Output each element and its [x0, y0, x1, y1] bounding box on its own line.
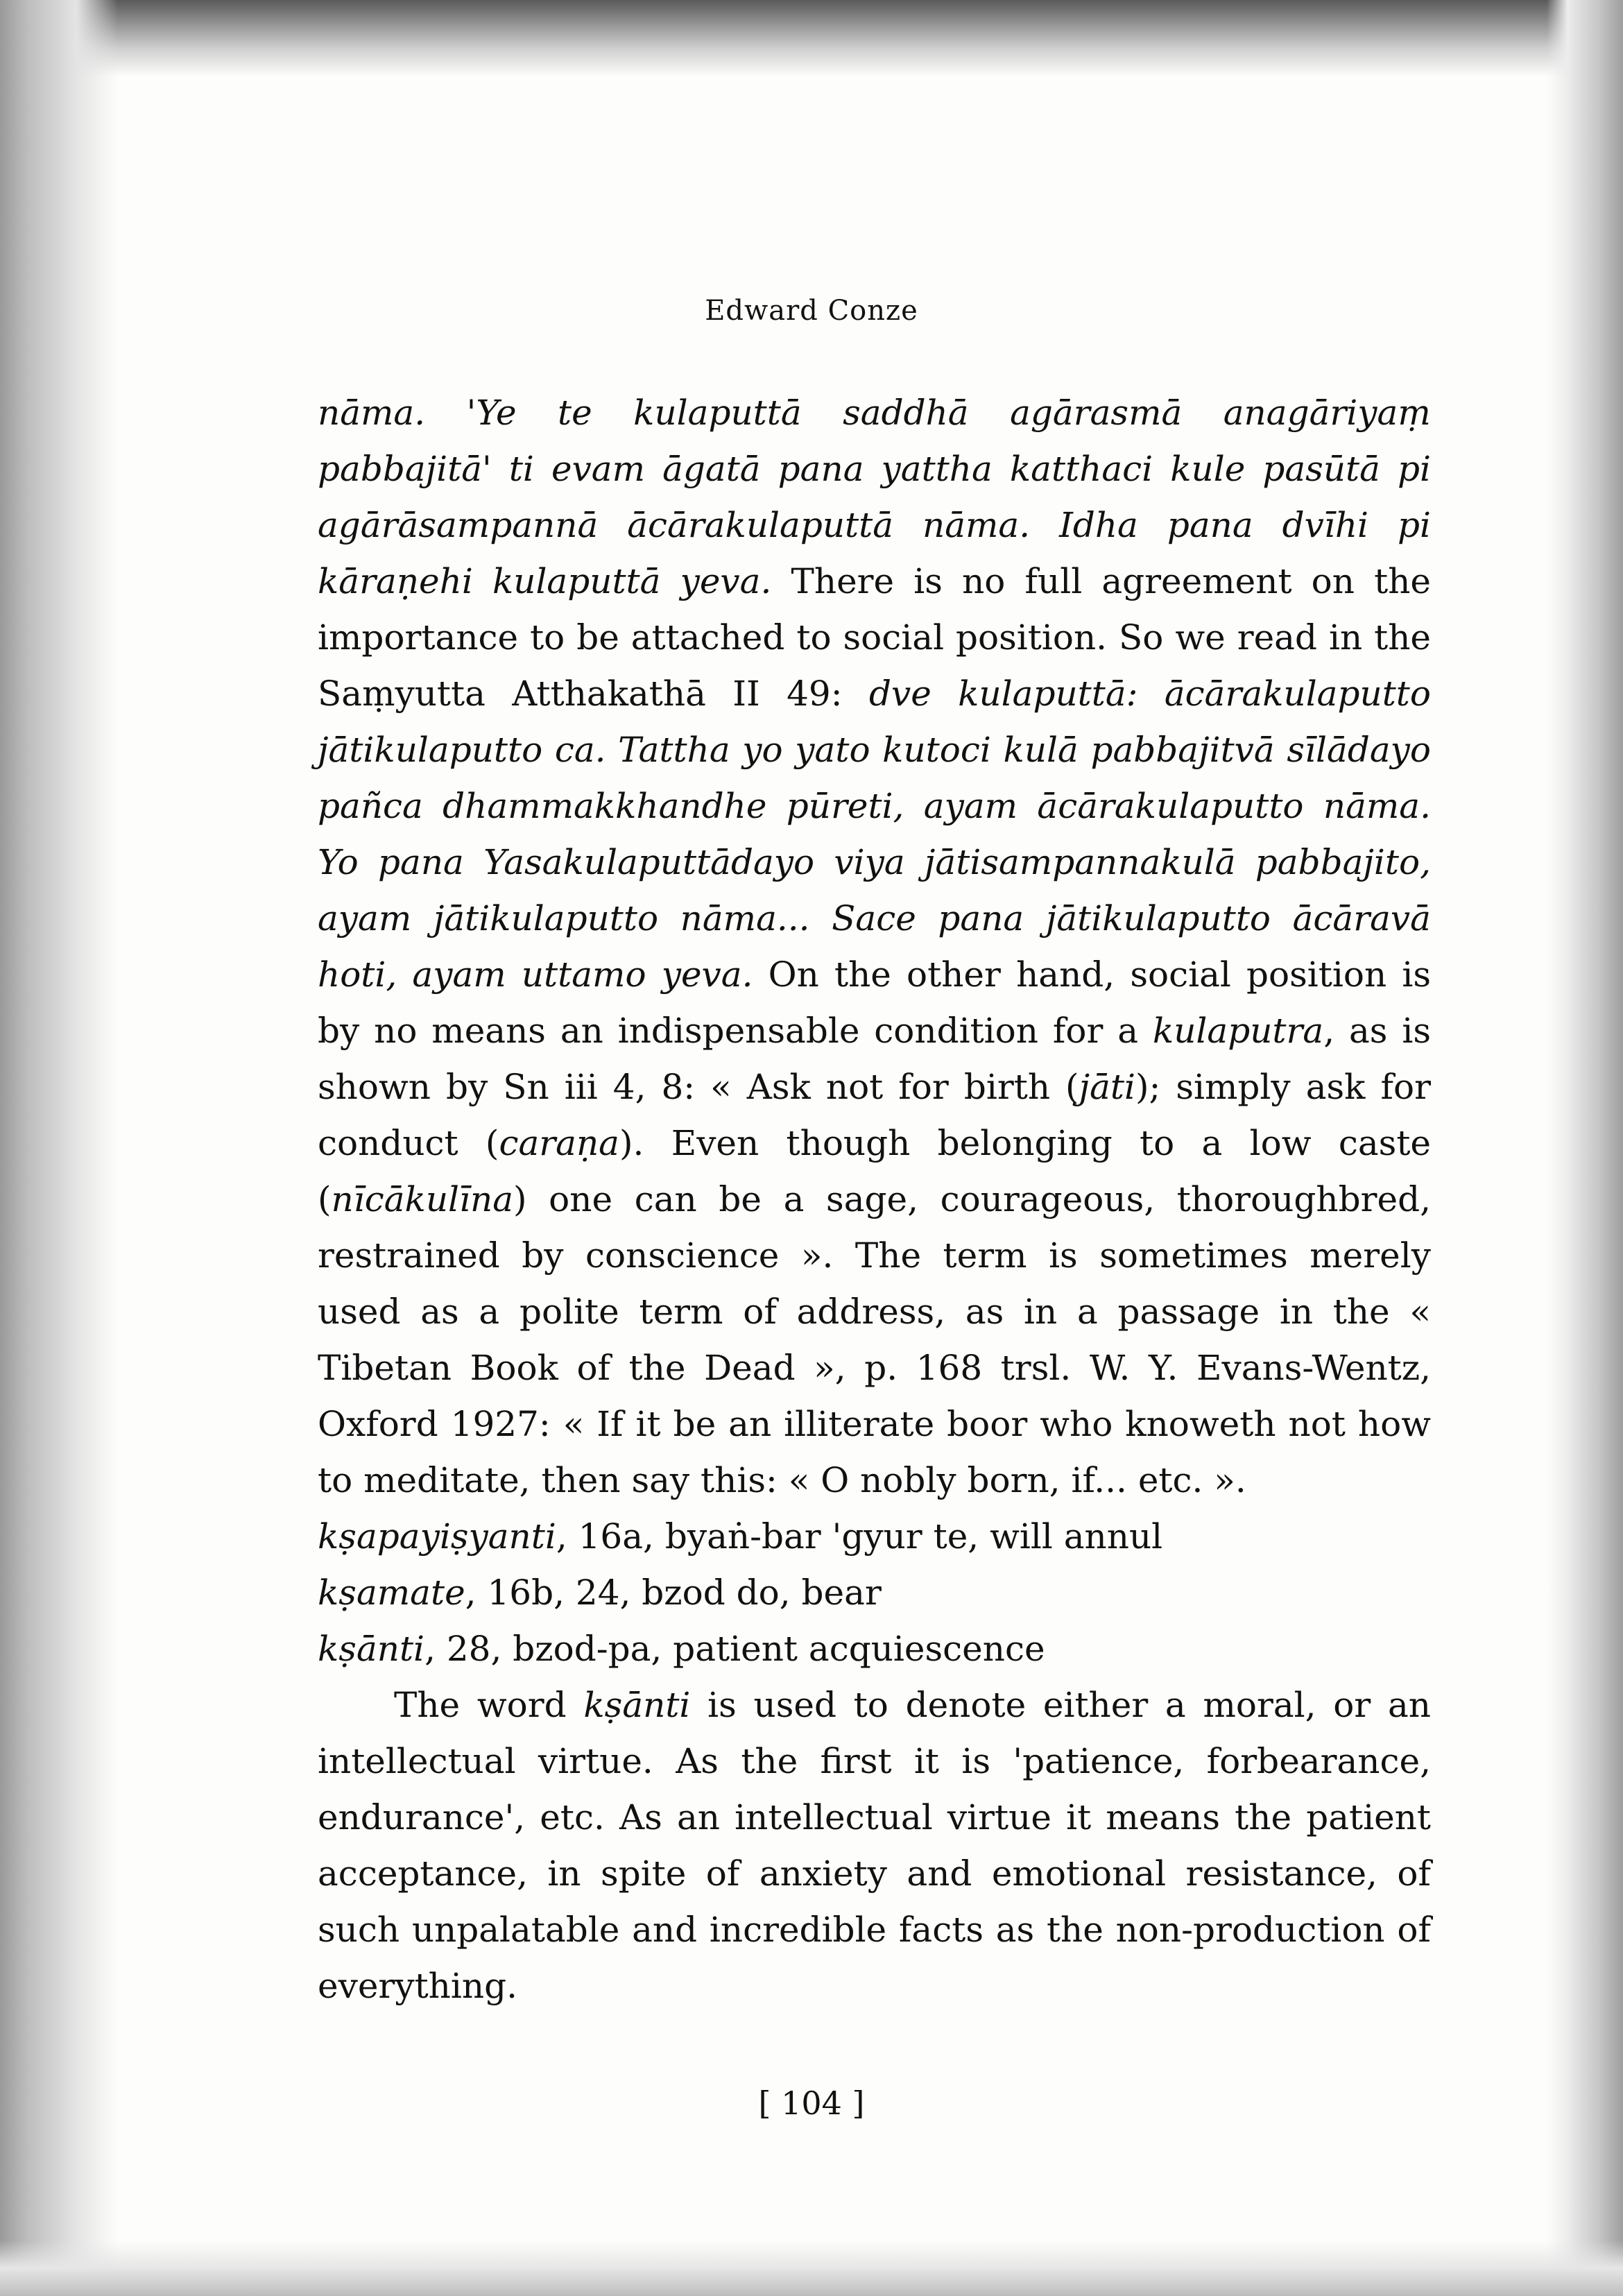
- scan-edge-right: [1547, 0, 1623, 2296]
- text-run: ); simply ask for conduct (: [318, 1067, 1431, 1163]
- text-run: There is no full agreement on the importance to be attached to social position. So we read in the Saṃyutta Atthakathā II 49:: [318, 561, 1431, 714]
- entry-term: kṣamate: [318, 1573, 465, 1613]
- term-carana: caraṇa: [499, 1123, 619, 1163]
- scan-edge-left: [0, 0, 118, 2296]
- glossary-entry-ksapayisyanti: [318, 1509, 1431, 1565]
- paragraph-ksanti: [318, 1677, 1431, 2014]
- term-nicakulina: nīcākulīna: [331, 1179, 514, 1219]
- text-run: The word: [394, 1685, 584, 1725]
- running-head: Edward Conze: [705, 295, 918, 327]
- glossary-entry-ksamate: [318, 1565, 1431, 1621]
- page-number: [ 104 ]: [758, 2084, 865, 2122]
- text-run: , as is shown by Sn iii 4, 8: « Ask not for birth (: [318, 1011, 1431, 1107]
- glossary-entry-ksanti: [318, 1621, 1431, 1677]
- entry-term: kṣānti: [318, 1629, 425, 1669]
- term-ksanti: kṣānti: [583, 1685, 691, 1725]
- entry-text: , 28, bzod-pa, patient acquiescence: [424, 1629, 1045, 1669]
- paragraph-kulaputta: [318, 385, 1431, 1509]
- entry-text: , 16b, 24, bzod do, bear: [465, 1573, 882, 1613]
- pali-quote-2: dve kulaputtā: ācārakulaputto jātikulaputto ca. Tattha yo yato kutoci kulā pabbajitvā sīlādayo pañca dhammakkhandhe pūreti, ayam ācārakulaputto nāma. Yo pana Yasakulaputtādayo viya jātisampannakulā pabbajito, ayam jātikulaputto nāma... Sace pana jātikulaputto ācāravā hoti, ayam uttamo yeva.: [318, 674, 1431, 995]
- term-jati: jāti: [1079, 1067, 1135, 1107]
- pali-quote-1: nāma. 'Ye te kulaputtā saddhā agārasmā anagāriyaṃ pabbajitā' ti evam āgatā pana yattha katthaci kule pasūtā pi agārāsampannā ācārakulaputtā nāma. Idha pana dvīhi pi kāraṇehi kulaputtā yeva.: [318, 393, 1431, 601]
- term-kulaputra: kulaputra: [1152, 1011, 1324, 1051]
- body-text: [318, 385, 1431, 2014]
- text-run: On the other hand, social position is by no means an indispensable condition for a: [318, 954, 1431, 1051]
- scan-edge-bottom: [0, 2241, 1623, 2296]
- scan-edge-top: [0, 0, 1623, 76]
- text-run: ) one can be a sage, courageous, thoroughbred, restrained by conscience ». The term is sometimes merely used as a polite term of address, as in a passage in the « Tibetan Book of the Dead », p. 168 trsl. W. Y. Evans-Wentz, Oxford 1927: « If it be an illiterate boor who knoweth not how to meditate, then say this: « O nobly born, if... etc. ».: [318, 1179, 1431, 1500]
- entry-term: kṣapayiṣyanti: [318, 1516, 556, 1557]
- text-run: is used to denote either a moral, or an intellectual virtue. As the first it is 'patience, forbearance, endurance', etc. As an intellectual virtue it means the patient acceptance, in spite of anxiety and emotional resistance, of such unpalatable and incredible facts as the non-production of everything.: [318, 1685, 1431, 2006]
- text-run: ). Even though belonging to a low caste (: [318, 1123, 1432, 1219]
- entry-text: , 16a, byaṅ-bar 'gyur te, will annul: [556, 1516, 1163, 1557]
